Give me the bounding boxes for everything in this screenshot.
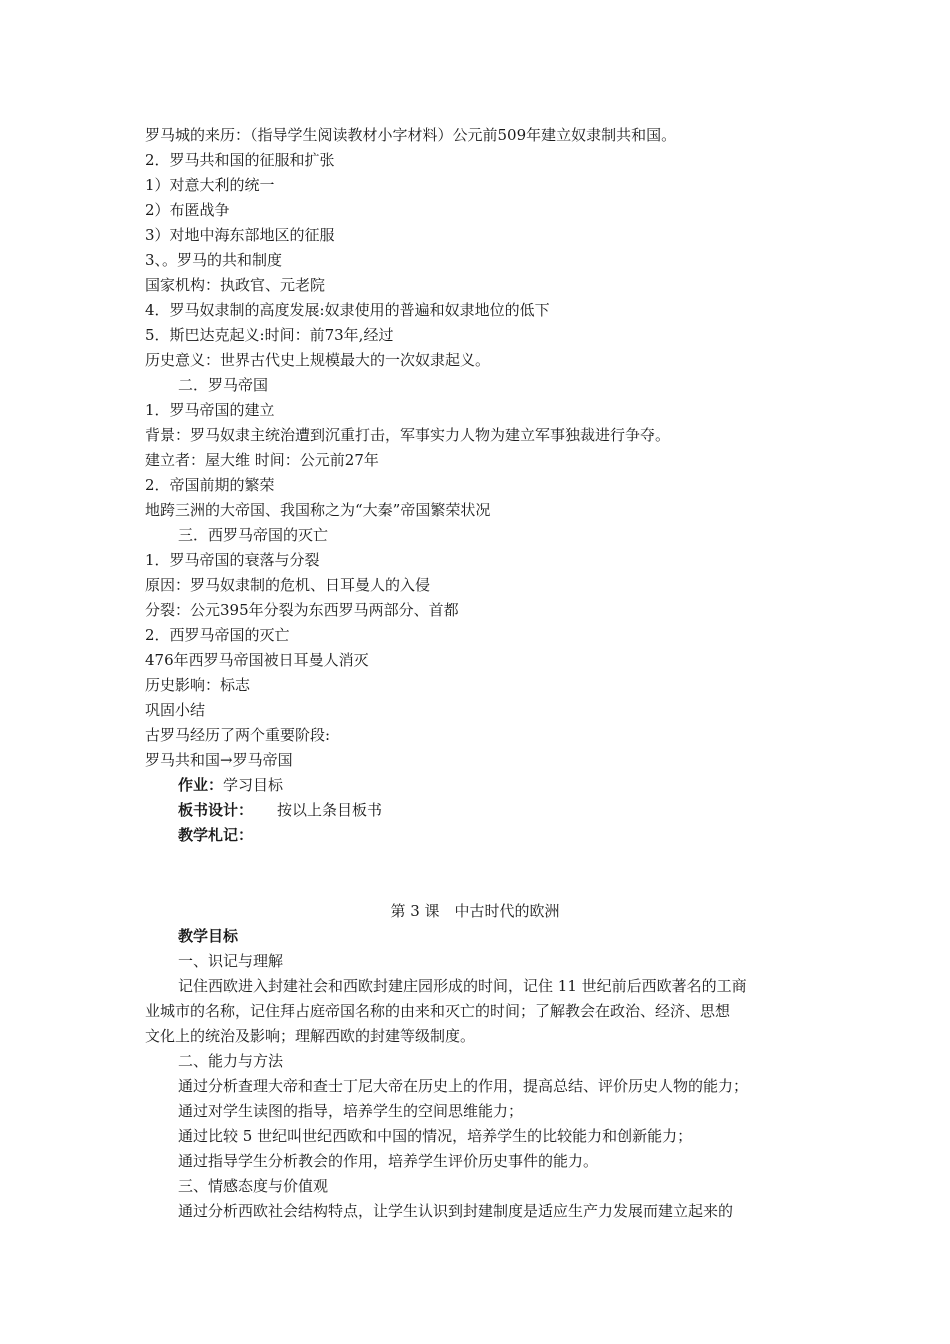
text-line: 通过分析查理大帝和查士丁尼大帝在历史上的作用，提高总结、评价历史人物的能力； xyxy=(178,1077,749,1095)
text-line: 国家机构：执政官、元老院 xyxy=(145,276,326,294)
text-line: 古罗马经历了两个重要阶段: xyxy=(145,726,331,744)
text-line: 罗马城的来历：（指导学生阅读教材小字材料）公元前509年建立奴隶制共和国。 xyxy=(145,126,677,144)
text-line: 建立者：屋大维 时间：公元前27年 xyxy=(145,451,379,469)
summary-heading: 巩固小结 xyxy=(145,701,206,719)
text-line: 1．罗马帝国的衰落与分裂 xyxy=(145,551,320,569)
text-line: 1．罗马帝国的建立 xyxy=(145,401,275,419)
text-line: 地跨三洲的大帝国、我国称之为“大秦”帝国繁荣状况 xyxy=(145,501,491,519)
text-line: 1）对意大利的统一 xyxy=(145,176,275,194)
text-line: 2．帝国前期的繁荣 xyxy=(145,476,275,494)
text-line: 罗马共和国→罗马帝国 xyxy=(145,751,293,769)
board-design-line xyxy=(178,800,382,820)
subsection-heading: 三、情感态度与价值观 xyxy=(178,1177,329,1195)
text-line: 5．斯巴达克起义:时间：前73年,经过 xyxy=(145,326,394,344)
text-line: 2）布匿战争 xyxy=(145,201,230,219)
goals-heading: 教学目标 xyxy=(178,927,239,945)
text-line: 分裂：公元395年分裂为东西罗马两部分、首都 xyxy=(145,601,459,619)
text-line: 2．罗马共和国的征服和扩张 xyxy=(145,151,335,169)
text-line: 背景：罗马奴隶主统治遭到沉重打击，军事实力人物为建立军事独裁进行争夺。 xyxy=(145,426,671,444)
text-line: 文化上的统治及影响；理解西欧的封建等级制度。 xyxy=(145,1027,476,1045)
homework-label: 作业： xyxy=(178,776,224,794)
text-line: 原因：罗马奴隶制的危机、日耳曼人的入侵 xyxy=(145,576,431,594)
text-line: 通过对学生读图的指导，培养学生的空间思维能力； xyxy=(178,1102,524,1120)
subsection-heading: 二、能力与方法 xyxy=(178,1052,284,1070)
text-line: 通过比较 5 世纪叫世纪西欧和中国的情况，培养学生的比较能力和创新能力； xyxy=(178,1127,693,1145)
text-line: 4．罗马奴隶制的高度发展:奴隶使用的普遍和奴隶地位的低下 xyxy=(145,301,550,319)
section-heading: 二．罗马帝国 xyxy=(178,376,269,394)
text-line: 通过指导学生分析教会的作用，培养学生评价历史事件的能力。 xyxy=(178,1152,599,1170)
homework-line xyxy=(178,775,283,795)
lesson-title: 第 3 课 中古时代的欧洲 xyxy=(390,902,560,920)
section-heading: 三．西罗马帝国的灭亡 xyxy=(178,526,329,544)
text-line: 通过分析西欧社会结构特点，让学生认识到封建制度是适应生产力发展而建立起来的 xyxy=(178,1202,734,1220)
text-line: 3、。罗马的共和制度 xyxy=(145,251,283,269)
board-design-label: 板书设计： xyxy=(178,801,254,819)
board-design-text: 按以上条目板书 xyxy=(277,801,383,819)
text-line: 记住西欧进入封建社会和西欧封建庄园形成的时间，记住 11 世纪前后西欧著名的工商 xyxy=(178,977,747,995)
subsection-heading: 一、识记与理解 xyxy=(178,952,284,970)
homework-text: 学习目标 xyxy=(223,776,284,794)
text-line: 2．西罗马帝国的灭亡 xyxy=(145,626,290,644)
text-line: 3）对地中海东部地区的征服 xyxy=(145,226,335,244)
text-line: 业城市的名称，记住拜占庭帝国名称的由来和灭亡的时间；了解教会在政治、经济、思想 xyxy=(145,1002,731,1020)
text-line: 历史意义：世界古代史上规模最大的一次奴隶起义。 xyxy=(145,351,491,369)
teaching-notes-label: 教学札记： xyxy=(178,826,254,844)
text-line: 历史影响：标志 xyxy=(145,676,251,694)
text-line: 476年西罗马帝国被日耳曼人消灭 xyxy=(145,651,369,669)
